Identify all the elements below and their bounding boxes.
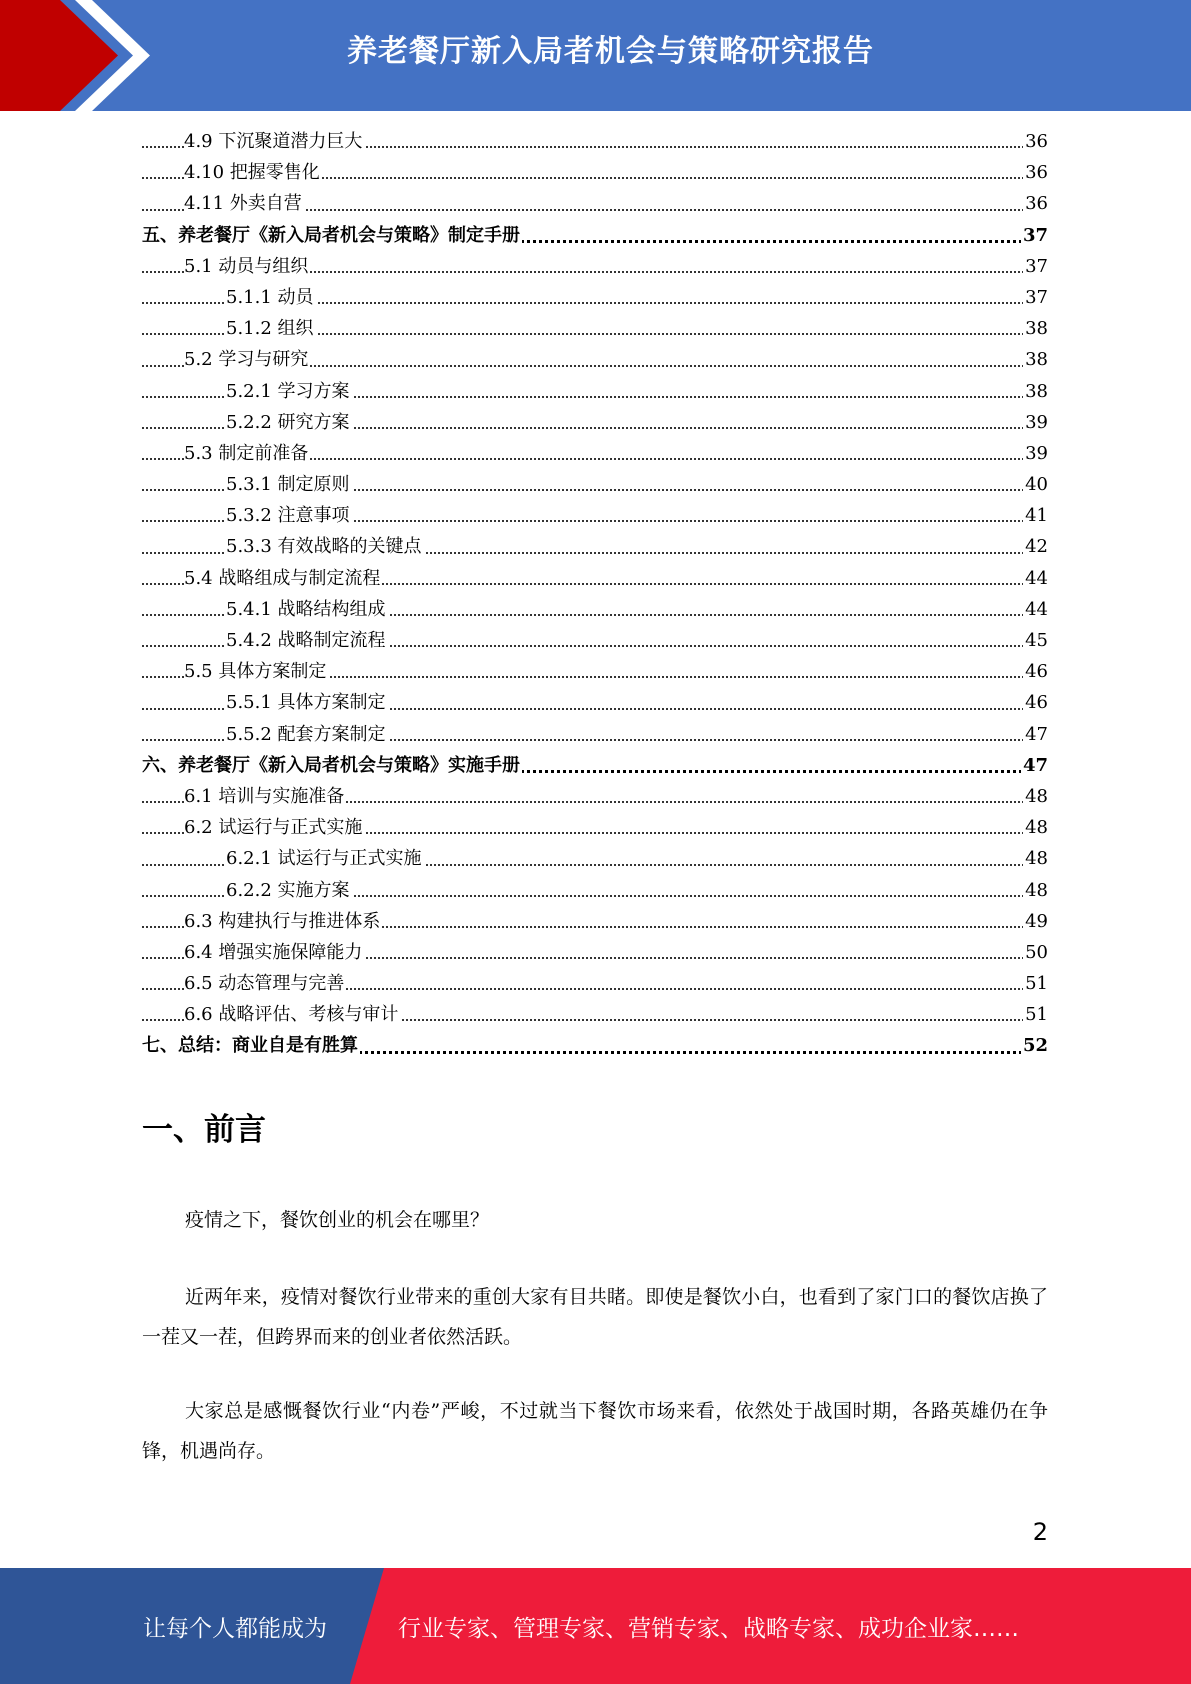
toc-entry-title: 5.4.2 战略制定流程 (226, 630, 386, 651)
toc-entry-title: 6.4 增强实施保障能力 (184, 941, 363, 963)
toc-entry-page: 37 (1023, 251, 1048, 282)
toc-entry-page: 36 (1023, 157, 1048, 188)
toc-entry-title: 6.2.1 试运行与正式实施 (226, 848, 422, 870)
page-footer (0, 1568, 1191, 1684)
toc-entry-page: 44 (1023, 594, 1048, 625)
toc-entry-page: 42 (1023, 531, 1048, 562)
toc-entry-page: 39 (1023, 438, 1048, 469)
toc-entry-page: 39 (1023, 407, 1048, 438)
toc-entry-title: 六、养老餐厅《新入局者机会与策略》实施手册 (142, 754, 520, 776)
toc-entry-page: 37 (1021, 220, 1048, 251)
toc-entry-title: 5.1.1 动员 (226, 286, 314, 308)
toc-entry-title: 4.11 外卖自营 (184, 193, 302, 215)
report-title: 养老餐厅新入局者机会与策略研究报告 (347, 34, 874, 69)
body-paragraph: 近两年来，疫情对餐饮行业带来的重创大家有目共睹。即使是餐饮小白，也看到了家门口的餐饮店换了一茬又一茬，但跨界而来的创业者依然活跃。 (142, 1286, 1048, 1348)
footer-slogan-left: 让每个人都能成为 (143, 1616, 327, 1642)
toc-entry-page: 37 (1023, 282, 1048, 313)
toc-entry[interactable] (142, 531, 1048, 562)
toc-entry-title: 6.2 试运行与正式实施 (184, 817, 363, 839)
toc-entry[interactable] (142, 500, 1048, 531)
toc-entry[interactable] (142, 687, 1048, 718)
toc-entry-page: 50 (1023, 937, 1048, 968)
toc-entry-title: 七、总结：商业自是有胜算 (142, 1035, 358, 1057)
toc-entry[interactable] (142, 282, 1048, 313)
toc-entry[interactable] (142, 781, 1048, 812)
section-heading: 一、前言 (142, 1112, 266, 1148)
toc-entry[interactable] (142, 376, 1048, 407)
toc-entry[interactable] (142, 438, 1048, 469)
toc-entry-page: 48 (1023, 875, 1048, 906)
page-number: 2 (1032, 1518, 1048, 1546)
toc-entry-title: 6.5 动态管理与完善 (184, 973, 345, 995)
toc-entry[interactable] (142, 188, 1048, 219)
toc-entry-page: 51 (1023, 999, 1048, 1030)
toc-entry-page: 47 (1021, 750, 1048, 781)
toc-entry-page: 46 (1023, 687, 1048, 718)
page-header (0, 0, 1191, 111)
toc-entry[interactable] (142, 656, 1048, 687)
toc-entry-title: 6.3 构建执行与推进体系 (184, 910, 381, 932)
toc-entry[interactable] (142, 157, 1048, 188)
toc-entry[interactable] (142, 875, 1048, 906)
toc-entry-title: 5.1.2 组织 (226, 318, 314, 340)
toc-entry-title: 5.1 动员与组织 (184, 255, 309, 277)
toc-entry-title: 5.2.2 研究方案 (226, 411, 350, 433)
toc-entry[interactable] (142, 937, 1048, 968)
toc-entry[interactable] (142, 999, 1048, 1030)
toc-entry-page: 36 (1023, 188, 1048, 219)
toc-entry-page: 48 (1023, 843, 1048, 874)
toc-entry-page: 48 (1023, 781, 1048, 812)
toc-entry[interactable] (142, 220, 1048, 251)
body-paragraph: 疫情之下，餐饮创业的机会在哪里？ (185, 1209, 490, 1231)
toc-entry[interactable] (142, 968, 1048, 999)
toc-entry-page: 48 (1023, 812, 1048, 843)
toc-entry[interactable] (142, 469, 1048, 500)
toc-entry[interactable] (142, 344, 1048, 375)
toc-entry-title: 五、养老餐厅《新入局者机会与策略》制定手册 (142, 224, 520, 246)
toc-entry-title: 4.9 下沉聚道潜力巨大 (184, 131, 363, 152)
toc-entry-title: 6.2.2 实施方案 (226, 879, 350, 901)
toc-entry-title: 6.1 培训与实施准备 (184, 785, 345, 807)
toc-entry[interactable] (142, 563, 1048, 594)
toc-entry[interactable] (142, 407, 1048, 438)
toc-entry-page: 40 (1023, 469, 1048, 500)
toc-entry-page: 47 (1023, 719, 1048, 750)
toc-entry-page: 52 (1021, 1030, 1048, 1061)
toc-entry-page: 38 (1023, 313, 1048, 344)
toc-entry[interactable] (142, 313, 1048, 344)
toc-entry-title: 6.6 战略评估、考核与审计 (184, 1004, 399, 1026)
toc-entry-page: 36 (1023, 126, 1048, 157)
toc-entry[interactable] (142, 750, 1048, 781)
toc-entry-page: 45 (1023, 625, 1048, 656)
toc-entry-title: 5.4 战略组成与制定流程 (184, 567, 381, 589)
toc-entry-title: 5.5 具体方案制定 (184, 661, 327, 683)
footer-slogan-right: 行业专家、管理专家、营销专家、战略专家、成功企业家…… (398, 1616, 1019, 1642)
toc-entry-title: 5.2.1 学习方案 (226, 380, 350, 402)
toc-entry-title: 5.3.3 有效战略的关键点 (226, 536, 422, 558)
toc-entry-title: 5.5.2 配套方案制定 (226, 723, 386, 745)
toc-entry[interactable] (142, 625, 1048, 656)
toc-entry-page: 38 (1023, 344, 1048, 375)
toc-entry-page: 44 (1023, 563, 1048, 594)
toc-entry[interactable] (142, 126, 1048, 157)
toc-entry-page: 41 (1023, 500, 1048, 531)
toc-entry-title: 5.4.1 战略结构组成 (226, 598, 386, 620)
toc-entry-title: 5.2 学习与研究 (184, 349, 309, 371)
toc-entry-page: 38 (1023, 376, 1048, 407)
toc-entry[interactable] (142, 594, 1048, 625)
table-of-contents (142, 126, 1048, 1062)
toc-entry-title: 5.5.1 具体方案制定 (226, 692, 386, 714)
toc-entry-page: 46 (1023, 656, 1048, 687)
toc-entry[interactable] (142, 719, 1048, 750)
toc-entry[interactable] (142, 843, 1048, 874)
toc-entry[interactable] (142, 1030, 1048, 1061)
toc-entry-page: 51 (1023, 968, 1048, 999)
toc-entry[interactable] (142, 251, 1048, 282)
toc-entry-title: 5.3.2 注意事项 (226, 505, 350, 527)
toc-entry[interactable] (142, 812, 1048, 843)
toc-entry-title: 4.10 把握零售化 (184, 162, 320, 184)
toc-entry-title: 5.3 制定前准备 (184, 442, 309, 464)
toc-entry-title: 5.3.1 制定原则 (226, 474, 350, 496)
toc-entry[interactable] (142, 906, 1048, 937)
body-paragraph: 大家总是感慨餐饮行业“内卷”严峻，不过就当下餐饮市场来看，依然处于战国时期，各路英雄仍在争锋，机遇尚存。 (142, 1400, 1048, 1462)
toc-entry-page: 49 (1023, 906, 1048, 937)
